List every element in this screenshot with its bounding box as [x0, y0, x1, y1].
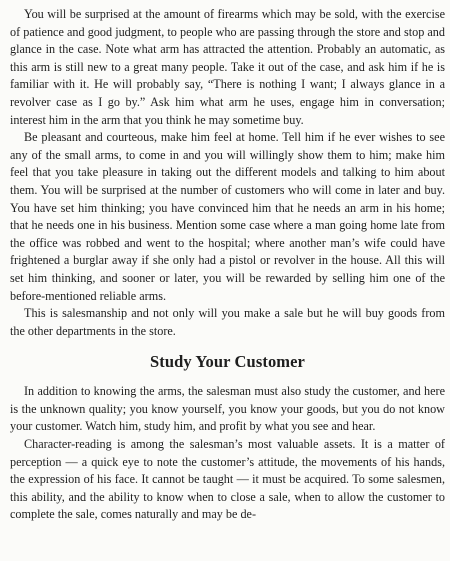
paragraph-salesmanship: This is salesmanship and not only will you make a sale but he will buy goods from the other departments in the store.: [10, 306, 445, 338]
paragraph-character-reading: Character-reading is among the salesman’s most valuable assets. It is a matter of perception — a quick eye to note the customer’s attitude, the movements of his hands, the expression of his face. It cannot be taught — it must be acquired. To some salesmen, this ability, and the ability to know when to close a sale, when to allow the customer to complete the sale, comes naturally and may be de-: [10, 437, 445, 522]
paragraph-be-pleasant: Be pleasant and courteous, make him feel at home. Tell him if he ever wishes to see any of the small arms, to come in and you will willingly show them to him; make him feel that you take pleasure in taking out the different models and talking to him about them. You will be surprised at the number of customers who will come in later and buy. You have set him thinking; you have convinced him that he needs an arm in his home; that he needs one in his business. Mention some case where a man going home late from the office was robbed and went to the hospital; where another man’s wife could have frightened a burglar away if she only had a pistol or revolver in the house. All this will set him thinking, and sooner or later, you will be rewarded by selling him one of the before-mentioned reliable arms.: [10, 130, 445, 303]
paragraph-knowing-arms: In addition to knowing the arms, the salesman must also study the customer, and here is the unknown quality; you know yourself, you know your goods, but you do not know your customer. Watch him, study him, and profit by what you see and hear.: [10, 384, 445, 434]
paragraph-surprised-amount: You will be surprised at the amount of firearms which may be sold, with the exercise of patience and good judgment, to people who are passing through the store and stop and glance in the case. Note what arm has attracted the attention. Probably an automatic, as this arm is still new to a great many people. Take it out of the case, and ask him if he is familiar with it. He will probably say, “There is nothing I want; I always glance in a revolver case as I go by.” Ask him what arm he uses, engage him in conversation; interest him in the arm that you think he may sometime buy.: [10, 7, 445, 127]
section-heading: Study Your Customer: [149, 352, 305, 372]
